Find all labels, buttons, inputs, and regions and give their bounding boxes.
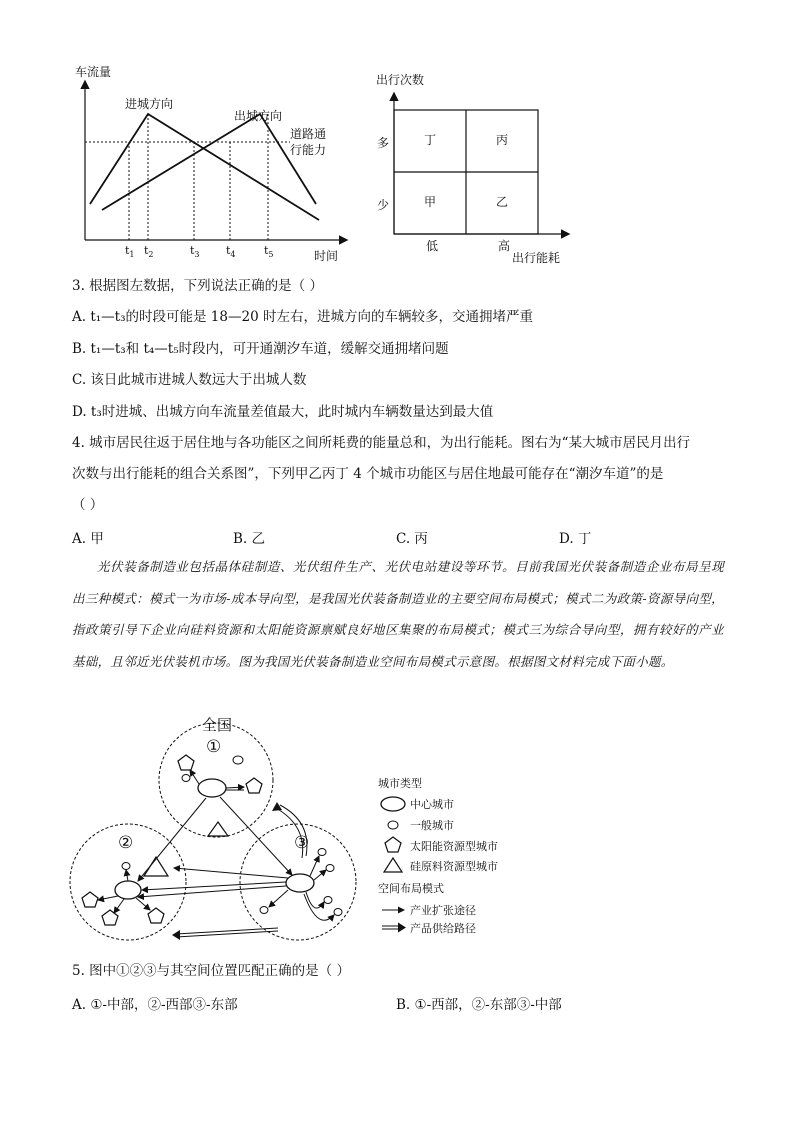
solar-legend-icon xyxy=(385,837,401,852)
legend-silicon: 硅原料资源型城市 xyxy=(410,860,498,873)
solar-city-icon xyxy=(178,755,194,770)
legend-solar: 太阳能资源型城市 xyxy=(410,840,498,853)
center-city-legend-icon xyxy=(381,797,405,811)
general-city-icon xyxy=(334,909,342,916)
center-city-1 xyxy=(198,779,226,797)
region-2-label: ② xyxy=(118,833,134,853)
region-1-label: ① xyxy=(206,737,222,757)
matrix-x-label: 出行能耗 xyxy=(512,251,561,265)
q4-option-c[interactable]: C. 丙 xyxy=(396,531,428,547)
traffic-flow-chart xyxy=(68,62,360,267)
center-city-3 xyxy=(286,874,314,892)
q4-option-a[interactable]: A. 甲 xyxy=(72,531,104,547)
y-high-label: 多 xyxy=(377,136,390,150)
q3-option-d[interactable]: D. t₃时进城、出城方向车流量差值最大，此时城内车辆数量达到最大值 xyxy=(72,404,494,420)
outbound-label: 出城方向 xyxy=(234,109,283,123)
q3-stem: 3. 根据图左数据，下列说法正确的是（ ） xyxy=(72,278,323,294)
legend-mode: 空间布局模式 xyxy=(378,882,444,895)
q4-option-d[interactable]: D. 丁 xyxy=(559,531,592,547)
general-city-legend-icon xyxy=(388,821,398,829)
capacity-label-2: 行能力 xyxy=(290,143,327,157)
q3-option-a[interactable]: A. t₁—t₃的时段可能是 18—20 时左右，进城方向的车辆较多，交通拥堵严重 xyxy=(72,309,533,325)
inbound-label: 进城方向 xyxy=(125,97,174,111)
q3-option-c[interactable]: C. 该日此城市进城人数远大于出城人数 xyxy=(72,372,307,388)
solar-city-icon xyxy=(102,910,118,925)
tick-t3 xyxy=(190,244,200,259)
tick-t1 xyxy=(125,244,135,259)
cell-ding: 丁 xyxy=(424,133,437,147)
supply-legend-arrow xyxy=(398,923,406,933)
svg-text:t5: $t_5$ xyxy=(264,244,274,259)
q4-stem-line1: 4. 城市居民往返于居住地与各功能区之间所耗费的能量总和，为出行能耗。图右为“某大城市居民月出行 xyxy=(72,435,691,451)
solar-city-icon xyxy=(246,778,262,793)
general-city-icon xyxy=(260,907,268,914)
national-title: 全国 xyxy=(202,716,233,734)
tick-t5 xyxy=(264,244,274,259)
general-city-icon xyxy=(324,897,332,904)
expansion-arrow xyxy=(220,797,292,875)
solar-city-icon xyxy=(82,892,98,907)
inbound-line xyxy=(90,114,319,220)
legend-expansion: 产业扩张途径 xyxy=(410,904,476,917)
pv-layout-diagram xyxy=(66,710,536,950)
center-city-2 xyxy=(115,881,141,899)
outbound-line xyxy=(102,114,316,210)
expansion-arrow xyxy=(138,886,286,897)
region-3-label: ③ xyxy=(294,833,310,853)
general-city-icon xyxy=(326,865,334,872)
silicon-city-icon xyxy=(208,822,228,836)
tick-t4 xyxy=(226,244,236,259)
general-city-icon xyxy=(318,849,326,856)
q5-option-b[interactable]: B. ①-西部，②-东部③-中部 xyxy=(396,997,562,1013)
photovoltaic-passage: 光伏装备制造业包括晶体硅制造、光伏组件生产、光伏电站建设等环节。目前我国光伏装备制造企业布局呈现出三种模式：模式一为市场-成本导向型，是我国光伏装备制造业的主要空间布局模式；模式二为政策-资源导向型，指政策引导下企业向硅料资源和太阳能资源禀赋良好地区集聚的布局模式；模式三为综合导向型，拥有较好的产业基础，且邻近光伏装机市场。图为我国光伏装备制造业空间布局模式示意图。根据图文材料完成下面小题。 xyxy=(72,559,724,669)
x-high-label: 高 xyxy=(498,239,511,253)
silicon-city-icon xyxy=(144,857,168,876)
cell-yi: 乙 xyxy=(496,195,509,209)
x-low-label: 低 xyxy=(426,239,439,253)
matrix-y-label: 出行次数 xyxy=(376,73,425,87)
x-axis-label: 时间 xyxy=(314,249,339,263)
svg-text:t1: $t_1$ xyxy=(125,244,135,259)
y-low-label: 少 xyxy=(377,198,390,212)
supply-arrow xyxy=(176,928,278,934)
trip-energy-matrix xyxy=(370,68,580,268)
q5-stem: 5. 图中①②③与其空间位置匹配正确的是（ ） xyxy=(72,963,350,979)
expansion-arrow xyxy=(138,798,206,881)
svg-text:t2: $t_2$ xyxy=(144,244,154,259)
capacity-label-1: 道路通 xyxy=(290,127,327,141)
legend-city-type: 城市类型 xyxy=(378,777,422,790)
expansion-arrow xyxy=(142,882,286,890)
tick-t2 xyxy=(144,244,154,259)
legend-supply: 产品供给路径 xyxy=(410,922,476,935)
svg-text:t3: $t_3$ xyxy=(190,244,200,259)
y-axis-label: 车流量 xyxy=(75,65,112,79)
svg-text:t4: $t_4$ xyxy=(226,244,236,259)
cell-bing: 丙 xyxy=(496,133,509,147)
expansion-arrow xyxy=(174,868,288,878)
solar-city-icon xyxy=(148,908,164,923)
q3-option-b[interactable]: B. t₁—t₃和 t₄—t₅时段内，可开通潮汐车道，缓解交通拥堵问题 xyxy=(72,341,449,357)
q4-stem-line3: （ ） xyxy=(72,497,104,513)
general-city-icon xyxy=(122,863,130,870)
cell-jia: 甲 xyxy=(424,195,437,209)
legend-general: 一般城市 xyxy=(410,819,454,832)
q5-option-a[interactable]: A. ①-中部，②-西部③-东部 xyxy=(72,997,238,1013)
q4-option-b[interactable]: B. 乙 xyxy=(233,531,266,547)
general-city-icon xyxy=(233,756,243,764)
legend-center: 中心城市 xyxy=(410,798,454,811)
silicon-legend-icon xyxy=(384,858,402,872)
general-city-icon xyxy=(182,775,190,782)
q4-stem-line2: 次数与出行能耗的组合关系图”，下列甲乙丙丁 4 个城市功能区与居住地最可能存在“潮汐车道”的是 xyxy=(72,466,664,482)
